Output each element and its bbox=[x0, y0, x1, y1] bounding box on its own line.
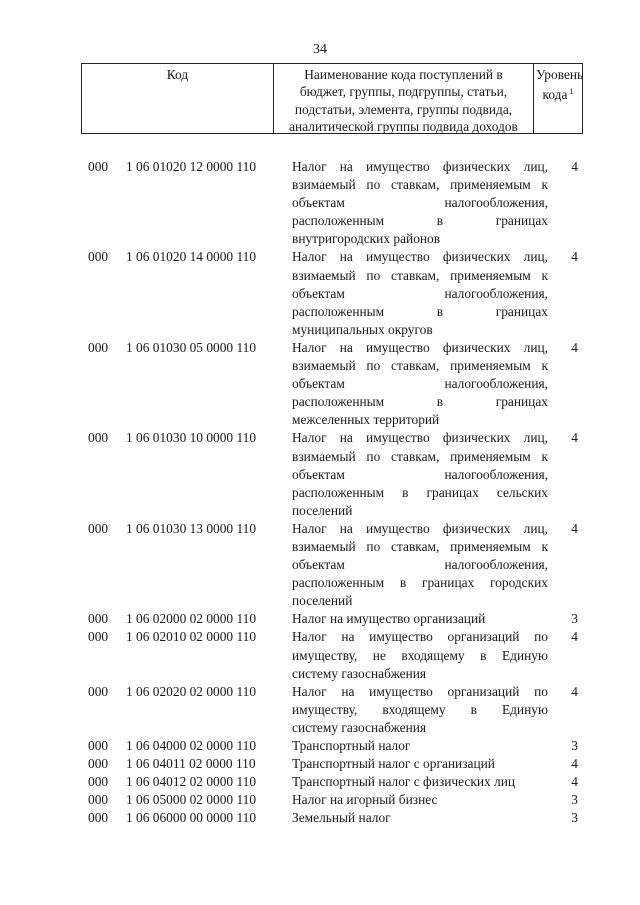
revenue-name-line: Налог на имущество организаций по bbox=[292, 683, 548, 699]
revenue-name-word: границах bbox=[495, 213, 548, 229]
revenue-name-line bbox=[292, 303, 548, 321]
admin-code-cell: 000 bbox=[88, 339, 109, 355]
revenue-name-line: Налог на имущество физических лиц, bbox=[292, 430, 548, 446]
code-level-cell: 3 bbox=[571, 738, 578, 753]
revenue-name-line: Транспортный налог с организаций bbox=[292, 756, 495, 772]
revenue-name-word: объектам bbox=[292, 195, 345, 211]
code-level-cell: 4 bbox=[571, 774, 578, 790]
revenue-name-line: поселений bbox=[292, 593, 353, 609]
admin-code-cell: 000 bbox=[88, 774, 109, 790]
table-row bbox=[88, 683, 580, 737]
header-name-line: подстатьи, элемента, группы подвида, bbox=[294, 101, 513, 117]
revenue-code-cell: 1 06 01030 10 0000 110 bbox=[126, 430, 257, 446]
revenue-name-word: границах bbox=[495, 303, 548, 319]
revenue-name-line: внутригородских районов bbox=[292, 231, 441, 247]
admin-code-cell: 000 bbox=[88, 792, 109, 808]
revenue-name-line: систему газоснабжения bbox=[292, 719, 427, 735]
code-level-cell: 4 bbox=[571, 430, 578, 446]
revenue-name-line: Налог на имущество физических лиц, bbox=[292, 339, 548, 355]
revenue-name-word: объектам bbox=[292, 557, 345, 573]
table-row bbox=[88, 429, 580, 519]
revenue-name-line: Налог на имущество организаций по bbox=[292, 629, 548, 645]
header-name-line: Наименование кода поступлений в bbox=[304, 67, 503, 82]
header-level-cell bbox=[534, 64, 582, 133]
code-level-cell: 4 bbox=[571, 339, 578, 355]
revenue-name-cell bbox=[292, 737, 548, 755]
admin-code-cell: 000 bbox=[88, 520, 109, 536]
revenue-name-line bbox=[292, 556, 548, 574]
table-row bbox=[88, 755, 580, 773]
table-row bbox=[88, 248, 580, 338]
revenue-name-cell bbox=[292, 158, 548, 248]
revenue-name-line: взимаемый по ставкам, применяемым к bbox=[292, 177, 548, 193]
revenue-name-line: муниципальных округов bbox=[292, 321, 433, 337]
revenue-name-word: в bbox=[436, 394, 444, 410]
revenue-code-cell: 1 06 04012 02 0000 110 bbox=[126, 774, 257, 790]
revenue-name-cell bbox=[292, 429, 548, 519]
header-level-line bbox=[536, 83, 580, 103]
revenue-name-line: Налог на имущество организаций bbox=[292, 611, 486, 627]
revenue-name-word: налогообложения, bbox=[444, 557, 548, 573]
revenue-name-word: в bbox=[436, 213, 444, 229]
revenue-name-line: взимаемый по ставкам, применяемым к bbox=[292, 358, 548, 374]
revenue-name-word: расположенным bbox=[292, 394, 385, 410]
code-level-cell: 4 bbox=[571, 629, 578, 645]
revenue-name-word: входящему bbox=[382, 701, 446, 717]
revenue-name-line: Земельный налог bbox=[292, 810, 391, 826]
table-row bbox=[88, 773, 580, 791]
revenue-name-cell bbox=[292, 248, 548, 338]
revenue-name-cell bbox=[292, 683, 548, 737]
admin-code-cell: 000 bbox=[88, 159, 109, 174]
revenue-name-cell bbox=[292, 628, 548, 682]
revenue-code-cell: 1 06 04011 02 0000 110 bbox=[126, 756, 256, 772]
table-row bbox=[88, 791, 580, 809]
revenue-name-line: расположенным в границах сельских bbox=[292, 484, 548, 500]
table-row bbox=[88, 809, 580, 827]
revenue-name-line: взимаемый по ставкам, применяемым к bbox=[292, 448, 548, 464]
admin-code-cell: 000 bbox=[88, 810, 109, 826]
header-level-line: Уровень bbox=[536, 67, 584, 82]
revenue-code-cell: 1 06 04000 02 0000 110 bbox=[126, 738, 257, 753]
header-code-label: Код bbox=[166, 67, 189, 82]
revenue-code-cell: 1 06 05000 02 0000 110 bbox=[126, 792, 257, 808]
table-row bbox=[88, 737, 580, 755]
revenue-code-cell: 1 06 06000 00 0000 110 bbox=[126, 810, 257, 826]
code-level-cell: 4 bbox=[571, 159, 578, 174]
revenue-name-word: имуществу, bbox=[292, 701, 358, 717]
revenue-name-line bbox=[292, 466, 548, 484]
revenue-code-cell: 1 06 02020 02 0000 110 bbox=[126, 683, 257, 699]
revenue-name-line bbox=[292, 212, 548, 230]
revenue-name-word: расположенным bbox=[292, 303, 385, 319]
admin-code-cell: 000 bbox=[88, 430, 109, 446]
revenue-name-line: поселений bbox=[292, 502, 353, 518]
revenue-name-line bbox=[292, 375, 548, 393]
header-code-cell bbox=[82, 64, 274, 133]
header-level-word: кода bbox=[542, 87, 568, 103]
revenue-name-word: объектам bbox=[292, 376, 345, 392]
footnote-marker: 1 bbox=[569, 87, 574, 97]
revenue-name-line bbox=[292, 393, 548, 411]
admin-code-cell: 000 bbox=[88, 738, 109, 753]
table-body bbox=[88, 158, 580, 827]
revenue-name-line bbox=[292, 194, 548, 212]
revenue-name-word: объектам bbox=[292, 466, 345, 482]
revenue-name-cell bbox=[292, 755, 548, 773]
revenue-name-word: объектам bbox=[292, 285, 345, 301]
revenue-name-line: Налог на игорный бизнес bbox=[292, 792, 438, 808]
table-row bbox=[88, 520, 580, 610]
revenue-code-cell: 1 06 02010 02 0000 110 bbox=[126, 629, 257, 645]
revenue-name-cell bbox=[292, 809, 548, 827]
code-level-cell: 4 bbox=[571, 683, 578, 699]
code-level-cell: 4 bbox=[571, 249, 578, 265]
code-level-cell: 3 bbox=[571, 810, 578, 826]
revenue-name-word: Единую bbox=[501, 701, 548, 717]
admin-code-cell: 000 bbox=[88, 611, 109, 627]
revenue-name-word: налогообложения, bbox=[444, 195, 548, 211]
code-level-cell: 4 bbox=[571, 520, 578, 536]
revenue-name-word: границах bbox=[495, 394, 548, 410]
revenue-code-cell: 1 06 01030 05 0000 110 bbox=[126, 339, 257, 355]
admin-code-cell: 000 bbox=[88, 683, 109, 699]
revenue-name-line: Налог на имущество физических лиц, bbox=[292, 249, 548, 265]
table-row bbox=[88, 610, 580, 628]
revenue-name-line: взимаемый по ставкам, применяемым к bbox=[292, 267, 548, 283]
revenue-name-word: налогообложения, bbox=[444, 285, 548, 301]
code-level-cell: 3 bbox=[571, 792, 578, 808]
revenue-code-cell: 1 06 01030 13 0000 110 bbox=[126, 520, 257, 536]
revenue-name-word: налогообложения, bbox=[444, 466, 548, 482]
header-name-line: аналитической группы подвида доходов bbox=[289, 119, 518, 135]
revenue-name-cell bbox=[292, 520, 548, 610]
admin-code-cell: 000 bbox=[88, 756, 109, 772]
revenue-name-line: систему газоснабжения bbox=[292, 665, 427, 681]
table-row bbox=[88, 628, 580, 682]
revenue-name-word: в bbox=[436, 303, 444, 319]
revenue-name-line: имуществу, не входящему в Единую bbox=[292, 647, 548, 663]
revenue-name-line: Транспортный налог bbox=[292, 738, 411, 753]
revenue-name-line: расположенным в границах городских bbox=[292, 575, 548, 591]
revenue-name-line: Налог на имущество физических лиц, bbox=[292, 520, 548, 536]
table-row bbox=[88, 339, 580, 429]
revenue-name-word: в bbox=[470, 701, 477, 717]
revenue-name-line bbox=[292, 701, 548, 719]
code-level-cell: 4 bbox=[571, 756, 578, 772]
code-level-cell: 3 bbox=[571, 611, 578, 627]
revenue-name-cell bbox=[292, 773, 548, 791]
page-number: 34 bbox=[313, 42, 327, 57]
revenue-name-line: взимаемый по ставкам, применяемым к bbox=[292, 538, 548, 554]
revenue-code-cell: 1 06 01020 12 0000 110 bbox=[126, 159, 257, 174]
table-header bbox=[81, 63, 583, 134]
revenue-code-cell: 1 06 01020 14 0000 110 bbox=[126, 249, 257, 265]
revenue-name-word: расположенным bbox=[292, 213, 385, 229]
header-name-label bbox=[274, 64, 533, 136]
revenue-name-cell bbox=[292, 610, 548, 628]
revenue-name-line bbox=[292, 285, 548, 303]
revenue-name-cell bbox=[292, 339, 548, 429]
admin-code-cell: 000 bbox=[88, 629, 109, 645]
header-level-label bbox=[534, 64, 582, 104]
revenue-name-cell bbox=[292, 791, 548, 809]
revenue-name-line: Налог на имущество физических лиц, bbox=[292, 159, 548, 174]
revenue-name-line: Транспортный налог с физических лиц bbox=[292, 774, 516, 790]
admin-code-cell: 000 bbox=[88, 249, 109, 265]
revenue-code-cell: 1 06 02000 02 0000 110 bbox=[126, 611, 257, 627]
revenue-name-line: межселенных территорий bbox=[292, 412, 440, 428]
table-row bbox=[88, 158, 580, 248]
header-name-cell bbox=[274, 64, 534, 133]
revenue-name-word: налогообложения, bbox=[444, 376, 548, 392]
header-name-line: бюджет, группы, подгруппы, статьи, bbox=[299, 84, 508, 100]
